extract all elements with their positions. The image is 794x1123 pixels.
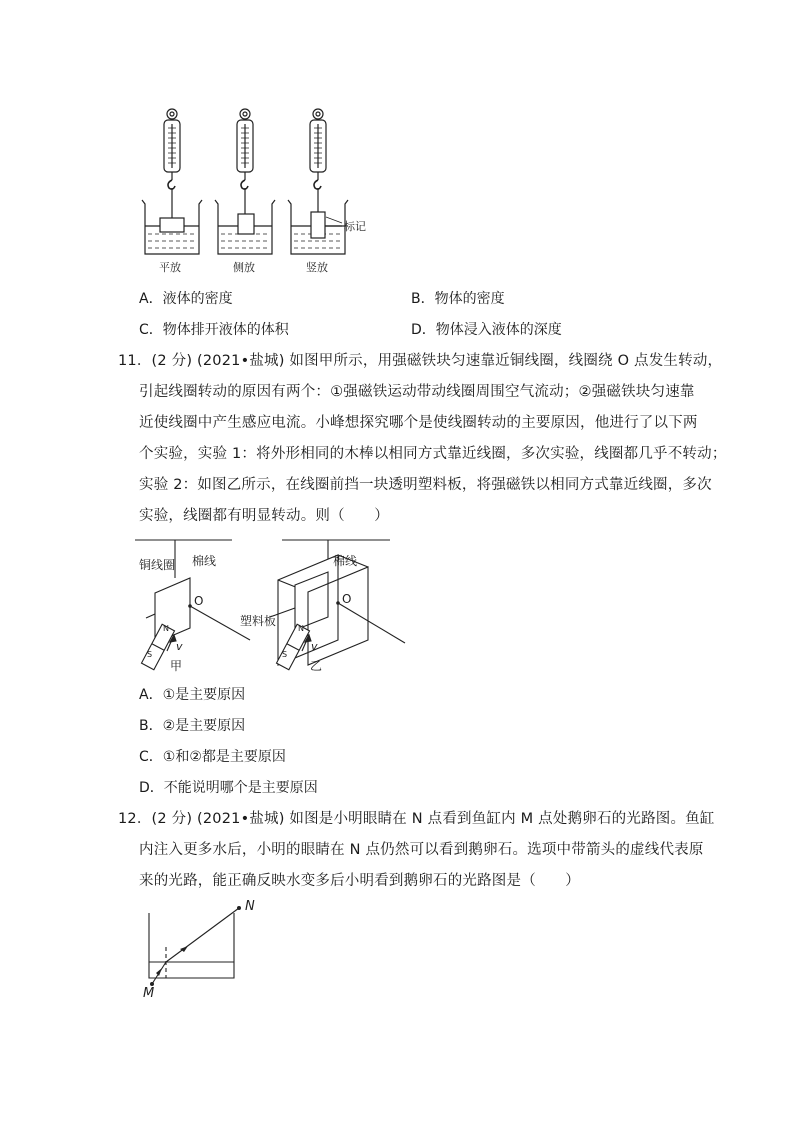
q11-line-3: 近使线圈中产生感应电流。小峰想探究哪个是使线圈转动的主要原因，他进行了以下两: [139, 415, 698, 431]
coil-magnet-figure: [130, 535, 420, 680]
caption-jia: 甲: [170, 659, 183, 673]
label-flat: 平放: [159, 261, 181, 274]
label-side: 侧放: [233, 261, 255, 274]
q11-line-2: 引起线圈转动的原因有两个：①强磁铁运动带动线圈周围空气流动；②强磁铁块匀速靠: [139, 384, 695, 400]
fish-tank-light-path-figure: [135, 895, 265, 1000]
refracted-ray: [166, 908, 239, 962]
label-mark: 标记: [344, 220, 366, 233]
q12-line-1: 12．(2 分) (2021•盐城) 如图是小明眼睛在 N 点看到鱼缸内 M 点处鹅卵石的光路图。鱼缸: [118, 811, 715, 827]
q11-line-5: 实验 2：如图乙所示，在线圈前挡一块透明塑料板，将强磁铁以相同方式靠近线圈，多次: [139, 477, 712, 493]
label-copper-coil: 铜线圈: [139, 558, 176, 572]
q12-line-2: 内注入更多水后，小明的眼睛在 N 点仍然可以看到鹅卵石。选项中带箭头的虚线代表原: [139, 842, 704, 858]
label-n: N: [245, 899, 255, 914]
q11-line-6: 实验，线圈都有明显转动。则（ ）: [139, 508, 389, 524]
spring-scale-beaker-figure: [135, 100, 375, 280]
spring-scale-2: [237, 109, 253, 189]
q11-line-1: 11．(2 分) (2021•盐城) 如图甲所示，用强磁铁块匀速靠近铜线圈，线圈绕 O 点发生转动，: [118, 353, 723, 369]
q11-option-b[interactable]: B．②是主要原因: [139, 718, 246, 734]
q11-line-4: 个实验，实验 1：将外形相同的木棒以相同方式靠近线圈，多次实验，线圈都几乎不转动；: [139, 446, 727, 462]
label-m: M: [143, 986, 155, 1000]
label-n-pole-yi: N: [298, 624, 304, 633]
q11-option-a[interactable]: A．①是主要原因: [139, 687, 246, 703]
q12-line-3: 来的光路，能正确反映水变多后小明看到鹅卵石的光路图是（ ）: [139, 873, 580, 889]
q11-option-d[interactable]: D．不能说明哪个是主要原因: [139, 780, 318, 796]
q10-option-b[interactable]: B．物体的密度: [411, 291, 505, 307]
q10-option-a[interactable]: A．液体的密度: [139, 291, 233, 307]
label-upright: 竖放: [306, 261, 328, 274]
label-s-pole-jia: S: [147, 650, 153, 659]
block-flat: [160, 218, 184, 232]
label-velocity-yi: v: [311, 640, 318, 653]
block-upright: [311, 212, 325, 238]
q10-option-d[interactable]: D．物体浸入液体的深度: [411, 322, 562, 338]
label-point-o-jia: O: [194, 594, 204, 608]
label-cotton-thread-jia: 棉线: [192, 554, 217, 568]
label-point-o-yi: O: [342, 592, 352, 606]
q10-option-c[interactable]: C．物体排开液体的体积: [139, 322, 289, 338]
label-velocity-jia: v: [176, 640, 183, 653]
label-s-pole-yi: S: [282, 650, 288, 659]
label-n-pole-jia: N: [163, 624, 169, 633]
q11-option-c[interactable]: C．①和②都是主要原因: [139, 749, 286, 765]
block-side: [238, 214, 254, 234]
spring-scale-3: [310, 109, 326, 189]
spring-scale-1: [164, 109, 180, 189]
label-plastic-board: 塑料板: [240, 614, 277, 628]
caption-yi: 乙: [310, 659, 323, 673]
label-cotton-thread-yi: 棉线: [333, 554, 358, 568]
